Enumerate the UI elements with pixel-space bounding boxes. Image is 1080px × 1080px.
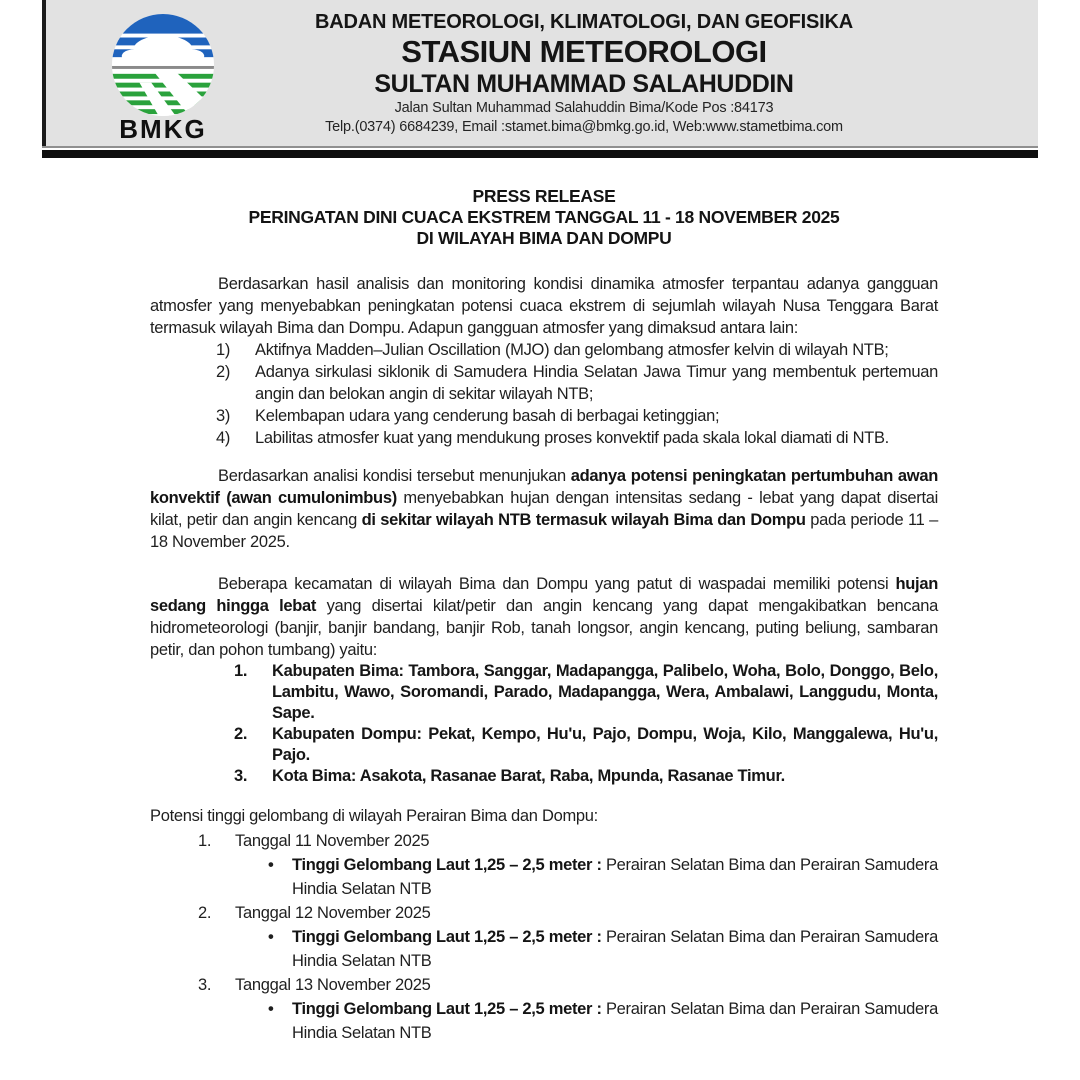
paragraph-districts [150, 573, 938, 661]
list-item-text: Adanya sirkulasi siklonik di Samudera Hindia Selatan Jawa Timur yang membentuk pertemuan angin dan belokan angin di sekitar wilayah NTB; [255, 363, 938, 403]
wave-day-date-text: Tanggal 11 November 2025 [235, 832, 430, 850]
station-name: SULTAN MUHAMMAD SALAHUDDIN [374, 70, 794, 98]
wave-height-label: Tinggi Gelombang Laut 1,25 – 2,5 meter : [292, 1000, 602, 1018]
wave-height-entry [150, 853, 938, 901]
wave-area-text: Perairan Selatan Bima dan Perairan Samudera Hindia Selatan NTB [292, 928, 939, 970]
title-line-3: DI WILAYAH BIMA DAN DOMPU [416, 228, 672, 248]
bullet-icon: • [268, 928, 274, 946]
wave-height-label: Tinggi Gelombang Laut 1,25 – 2,5 meter : [292, 928, 602, 946]
paragraph-text: pada periode 11 – 18 November 2025. [150, 511, 938, 551]
wave-height-label: Tinggi Gelombang Laut 1,25 – 2,5 meter : [292, 856, 602, 874]
divider-thick-line [42, 150, 1038, 158]
wave-section-intro: Potensi tinggi gelombang di wilayah Perairan Bima dan Dompu: [150, 807, 598, 825]
atmospheric-disturbance-list [150, 339, 938, 449]
list-item-text: Labilitas atmosfer kuat yang mendukung proses konvektif pada skala lokal diamati di NTB. [255, 429, 889, 447]
list-marker: 2. [234, 725, 248, 743]
divider-thin-line [42, 146, 1038, 148]
list-item [150, 339, 938, 361]
paragraph-intro-text: Berdasarkan hasil analisis dan monitoring kondisi dinamika atmosfer terpantau adanya gangguan atmosfer yang menyebabkan peningkatan potensi cuaca ekstrem di sejumlah wilayah Nusa Tenggara Barat termasuk wilayah Bima dan Dompu. Adapun gangguan atmosfer yang dimaksud antara lain: [150, 275, 938, 337]
list-marker: 2. [198, 904, 212, 922]
wave-area-text: Perairan Selatan Bima dan Perairan Samudera Hindia Selatan NTB [292, 856, 939, 898]
paragraph-bold-text: di sekitar wilayah NTB termasuk wilayah Bima dan Dompu [361, 511, 806, 529]
bullet-icon: • [268, 856, 274, 874]
list-marker: 3. [234, 767, 248, 785]
list-marker: 1) [216, 341, 231, 359]
bmkg-logo [98, 0, 228, 146]
list-marker: 1. [234, 662, 248, 680]
list-item [150, 427, 938, 449]
paragraph-bold-text: hujan sedang hingga lebat [150, 575, 938, 615]
paragraph-potential [150, 465, 938, 553]
wave-day [150, 901, 938, 973]
bmkg-logo-icon [110, 12, 216, 118]
affected-region-list [150, 661, 938, 787]
wave-day [150, 973, 938, 1045]
paragraph-bold-text: adanya potensi peningkatan pertumbuhan awan konvektif (awan cumulonimbus) [150, 467, 938, 507]
agency-name: BADAN METEOROLOGI, KLIMATOLOGI, DAN GEOFISIKA [314, 11, 854, 33]
wave-height-entry [150, 925, 938, 973]
region-item-text: Kota Bima: Asakota, Rasanae Barat, Raba, Mpunda, Rasanae Timur. [272, 767, 785, 785]
title-line-2: PERINGATAN DINI CUACA EKSTREM TANGGAL 11 - 18 NOVEMBER 2025 [248, 207, 840, 227]
list-marker: 1. [198, 832, 212, 850]
letterhead-text [228, 0, 1038, 146]
paragraph-text: yang disertai kilat/petir dan angin kencang yang dapat mengakibatkan bencana hidrometeorologi (banjir, banjir bandang, banjir Rob, tanah longsor, angin kencang, puting beliung, sambaran petir, dan pohon tumbang) yaitu: [150, 597, 938, 659]
region-item-text: Kabupaten Bima: Tambora, Sanggar, Madapangga, Palibelo, Woha, Bolo, Donggo, Belo, Lambitu, Wawo, Soromandi, Parado, Madapangga, Wera, Ambalawi, Langgudu, Monta, Sape. [272, 662, 938, 722]
paragraph-intro [150, 273, 938, 339]
bmkg-logo-label: BMKG [119, 114, 207, 144]
station-address: Jalan Sultan Muhammad Salahuddin Bima/Kode Pos :84173 [394, 100, 774, 116]
station-title: STASIUN METEOROLOGI [401, 34, 767, 69]
wave-day-date-text: Tanggal 13 November 2025 [235, 976, 431, 994]
wave-area-text: Perairan Selatan Bima dan Perairan Samudera Hindia Selatan NTB [292, 1000, 939, 1042]
document-body [0, 158, 1080, 1045]
wave-day [150, 829, 938, 901]
region-item [150, 661, 938, 724]
header-divider [42, 146, 1038, 158]
list-marker: 4) [216, 429, 231, 447]
wave-day-list [150, 829, 938, 1045]
letterhead [42, 0, 1038, 146]
list-item [150, 405, 938, 427]
paragraph-text: Beberapa kecamatan di wilayah Bima dan Dompu yang patut di waspadai memiliki potensi [218, 575, 896, 593]
station-contact: Telp.(0374) 6684239, Email :stamet.bima@bmkg.go.id, Web:www.stametbima.com [325, 119, 843, 135]
wave-height-entry [150, 997, 938, 1045]
title-line-1: PRESS RELEASE [472, 186, 616, 206]
wave-day-date [150, 901, 938, 925]
region-item-text: Kabupaten Dompu: Pekat, Kempo, Hu'u, Pajo, Dompu, Woja, Kilo, Manggalewa, Hu'u, Pajo. [272, 725, 938, 764]
bullet-icon: • [268, 1000, 274, 1018]
wave-day-date [150, 829, 938, 853]
list-item-text: Kelembapan udara yang cenderung basah di berbagai ketinggian; [255, 407, 720, 425]
list-marker: 2) [216, 363, 231, 381]
paragraph-text: Berdasarkan analisi kondisi tersebut menunjukan [218, 467, 571, 485]
wave-day-date [150, 973, 938, 997]
list-marker: 3) [216, 407, 231, 425]
region-item [150, 724, 938, 766]
region-item [150, 766, 938, 787]
paragraph-text: menyebabkan hujan dengan intensitas sedang - lebat yang dapat disertai kilat, petir dan angin kencang [150, 489, 938, 529]
list-item [150, 361, 938, 405]
list-item-text: Aktifnya Madden–Julian Oscillation (MJO) dan gelombang atmosfer kelvin di wilayah NTB; [255, 341, 889, 359]
document-title [150, 186, 938, 249]
list-marker: 3. [198, 976, 212, 994]
wave-day-date-text: Tanggal 12 November 2025 [235, 904, 431, 922]
